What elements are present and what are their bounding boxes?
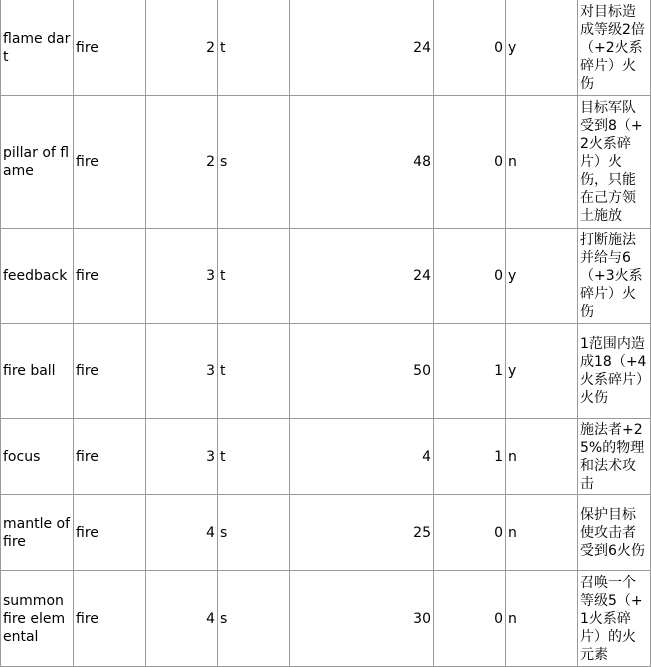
cell-name[interactable]: feedback [1, 229, 74, 324]
cell-range[interactable]: 0 [434, 495, 506, 571]
cell-cost[interactable]: 48 [290, 96, 434, 229]
cell-name[interactable]: pillar of flame [1, 96, 74, 229]
cell-level[interactable]: 4 [146, 571, 218, 667]
cell-flag[interactable]: n [506, 571, 578, 667]
cell-cost[interactable]: 30 [290, 571, 434, 667]
cell-level[interactable]: 4 [146, 495, 218, 571]
cell-type[interactable]: t [218, 419, 290, 495]
table-row [1, 229, 651, 324]
cell-type[interactable]: s [218, 96, 290, 229]
cell-description[interactable]: 施法者+25%的物理和法术攻击 [578, 419, 651, 495]
cell-description[interactable]: 目标军队受到8（+2火系碎片）火伤，只能在己方领土施放 [578, 96, 651, 229]
cell-level[interactable]: 2 [146, 0, 218, 96]
table-row [1, 419, 651, 495]
cell-description[interactable]: 对目标造成等级2倍（+2火系碎片）火伤 [578, 0, 651, 96]
cell-school[interactable]: fire [74, 96, 146, 229]
cell-name[interactable]: summon fire elemental [1, 571, 74, 667]
cell-range[interactable]: 0 [434, 0, 506, 96]
cell-cost[interactable]: 24 [290, 0, 434, 96]
cell-type[interactable]: s [218, 571, 290, 667]
cell-range[interactable]: 0 [434, 229, 506, 324]
cell-cost[interactable]: 25 [290, 495, 434, 571]
cell-type[interactable]: t [218, 0, 290, 96]
cell-range[interactable]: 0 [434, 571, 506, 667]
table-row [1, 571, 651, 667]
cell-level[interactable]: 2 [146, 96, 218, 229]
cell-description[interactable]: 打断施法并给与6（+3火系碎片）火伤 [578, 229, 651, 324]
cell-school[interactable]: fire [74, 0, 146, 96]
cell-description[interactable]: 召唤一个等级5（+1火系碎片）的火元素 [578, 571, 651, 667]
cell-flag[interactable]: y [506, 229, 578, 324]
cell-level[interactable]: 3 [146, 229, 218, 324]
table-row [1, 495, 651, 571]
cell-school[interactable]: fire [74, 229, 146, 324]
cell-flag[interactable]: n [506, 96, 578, 229]
cell-school[interactable]: fire [74, 324, 146, 419]
cell-school[interactable]: fire [74, 571, 146, 667]
cell-type[interactable]: t [218, 229, 290, 324]
table-row [1, 96, 651, 229]
cell-cost[interactable]: 4 [290, 419, 434, 495]
table-row [1, 0, 651, 96]
cell-description[interactable]: 保护目标使攻击者受到6火伤 [578, 495, 651, 571]
cell-flag[interactable]: n [506, 419, 578, 495]
cell-level[interactable]: 3 [146, 324, 218, 419]
cell-range[interactable]: 1 [434, 324, 506, 419]
cell-flag[interactable]: y [506, 0, 578, 96]
cell-flag[interactable]: n [506, 495, 578, 571]
cell-name[interactable]: fire ball [1, 324, 74, 419]
cell-level[interactable]: 3 [146, 419, 218, 495]
cell-name[interactable]: focus [1, 419, 74, 495]
cell-type[interactable]: t [218, 324, 290, 419]
cell-flag[interactable]: y [506, 324, 578, 419]
cell-school[interactable]: fire [74, 419, 146, 495]
cell-cost[interactable]: 24 [290, 229, 434, 324]
cell-cost[interactable]: 50 [290, 324, 434, 419]
cell-type[interactable]: s [218, 495, 290, 571]
cell-description[interactable]: 1范围内造成18（+4火系碎片）火伤 [578, 324, 651, 419]
cell-name[interactable]: flame dart [1, 0, 74, 96]
cell-range[interactable]: 0 [434, 96, 506, 229]
table-row [1, 324, 651, 419]
cell-range[interactable]: 1 [434, 419, 506, 495]
cell-name[interactable]: mantle of fire [1, 495, 74, 571]
cell-school[interactable]: fire [74, 495, 146, 571]
